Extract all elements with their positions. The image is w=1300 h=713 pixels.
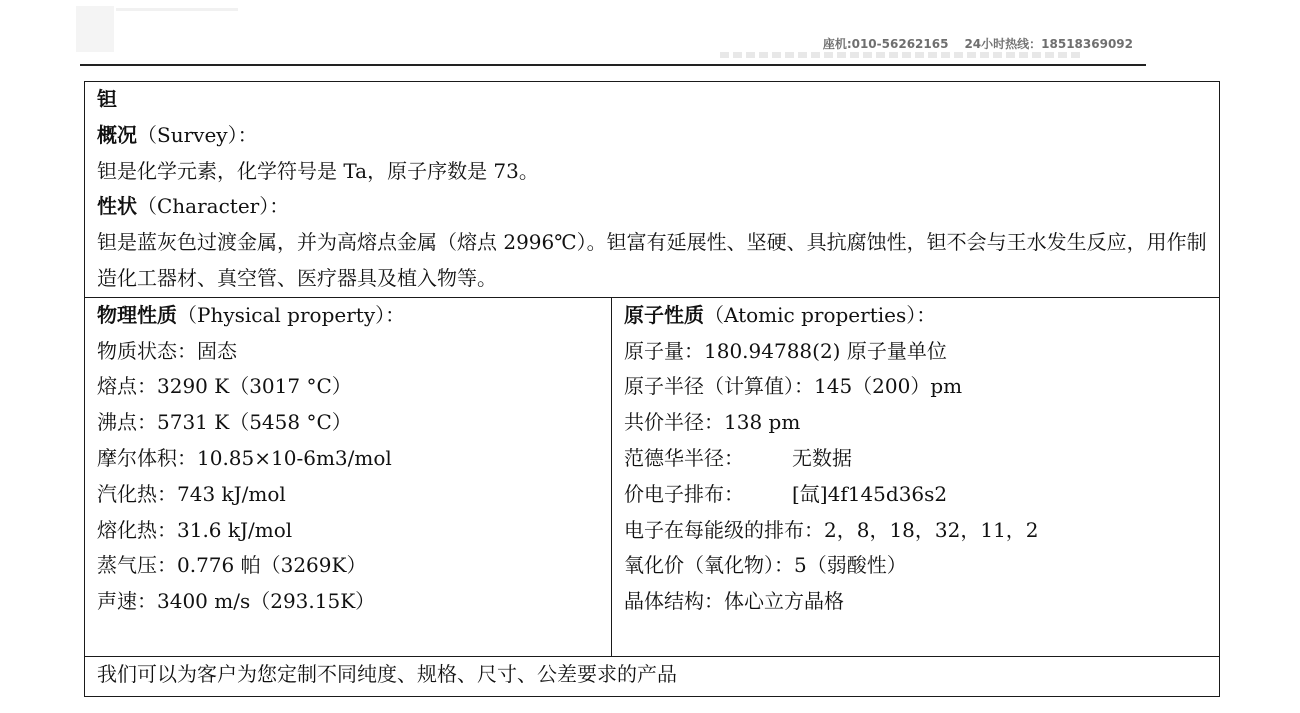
crystal-structure: 晶体结构：体心立方晶格 [624,589,844,614]
covalent-radius: 共价半径：138 pm [624,410,801,435]
physical-heading: 物理性质 [97,302,177,327]
heat-of-vaporization: 汽化热：743 kJ/mol [97,481,286,506]
physical-state: 物质状态：固态 [97,338,237,363]
survey-heading-en: （Survey）： [137,122,258,147]
footer-row [85,656,1220,696]
logo-underline [116,8,238,11]
vapor-pressure: 蒸气压：0.776 帕（3269K） [97,553,367,578]
electron-configuration [624,477,1207,513]
atomic-heading-line [624,298,1207,334]
vdw-value: 无数据 [792,445,852,470]
spec-sheet-table [84,81,1220,697]
boiling-point: 沸点：5731 K（5458 °C） [97,410,352,435]
character-heading: 性状 [97,194,137,219]
atomic-radius: 原子半径（计算值）：145（200）pm [624,374,963,399]
heat-of-fusion: 熔化热：31.6 kJ/mol [97,517,293,542]
physical-properties-cell [85,297,612,656]
company-logo [76,6,240,52]
character-text: 钽是蓝灰色过渡金属，并为高熔点金属（熔点 2996℃）。钽富有延展性、坚硬、具抗腐蚀性，钽不会与王水发生反应，用作制造化工器材、真空管、医疗器具及植入物等。 [97,230,1207,290]
element-name: 钽 [97,87,117,111]
intro-row [85,82,1220,298]
vdw-label: 范德华半径： [624,445,744,470]
survey-text: 钽是化学元素，化学符号是 Ta，原子序数是 73。 [97,158,539,183]
molar-volume: 摩尔体积：10.85×10-6m3/mol [97,445,392,470]
speed-of-sound: 声速：3400 m/s（293.15K） [97,589,376,614]
intro-cell [85,82,1220,298]
electron-config-value: [氙]4f145d36s2 [792,481,948,506]
electrons-per-shell: 电子在每能级的排布：2，8，18，32，11，2 [624,517,1039,542]
atomic-mass: 原子量：180.94788(2) 原子量单位 [624,338,947,363]
header-contact [823,35,1133,52]
electron-config-label: 价电子排布： [624,481,744,506]
character-heading-line [97,189,1207,225]
physical-heading-line [97,298,599,334]
hotline-number: 24小时热线：18518369092 [964,37,1133,51]
character-heading-en: （Character）： [137,194,290,219]
melting-point: 熔点：3290 K（3017 °C） [97,374,352,399]
custom-order-note: 我们可以为客户为您定制不同纯度、规格、尺寸、公差要求的产品 [85,656,1220,696]
survey-heading-line [97,118,1207,154]
properties-row [85,297,1220,656]
landline-number: 座机:010-56262165 [822,37,949,51]
survey-heading: 概况 [97,122,137,147]
oxidation-state: 氧化价（氧化物）：5（弱酸性） [624,553,907,578]
van-der-waals-radius [624,441,1207,477]
atomic-properties-cell [612,297,1220,656]
physical-heading-en: （Physical property）： [177,302,406,327]
header-divider [80,64,1146,66]
header-bleed-through [720,52,1080,58]
atomic-heading-en: （Atomic properties）： [704,302,937,327]
logo-mark [76,6,114,52]
atomic-heading: 原子性质 [624,302,704,327]
